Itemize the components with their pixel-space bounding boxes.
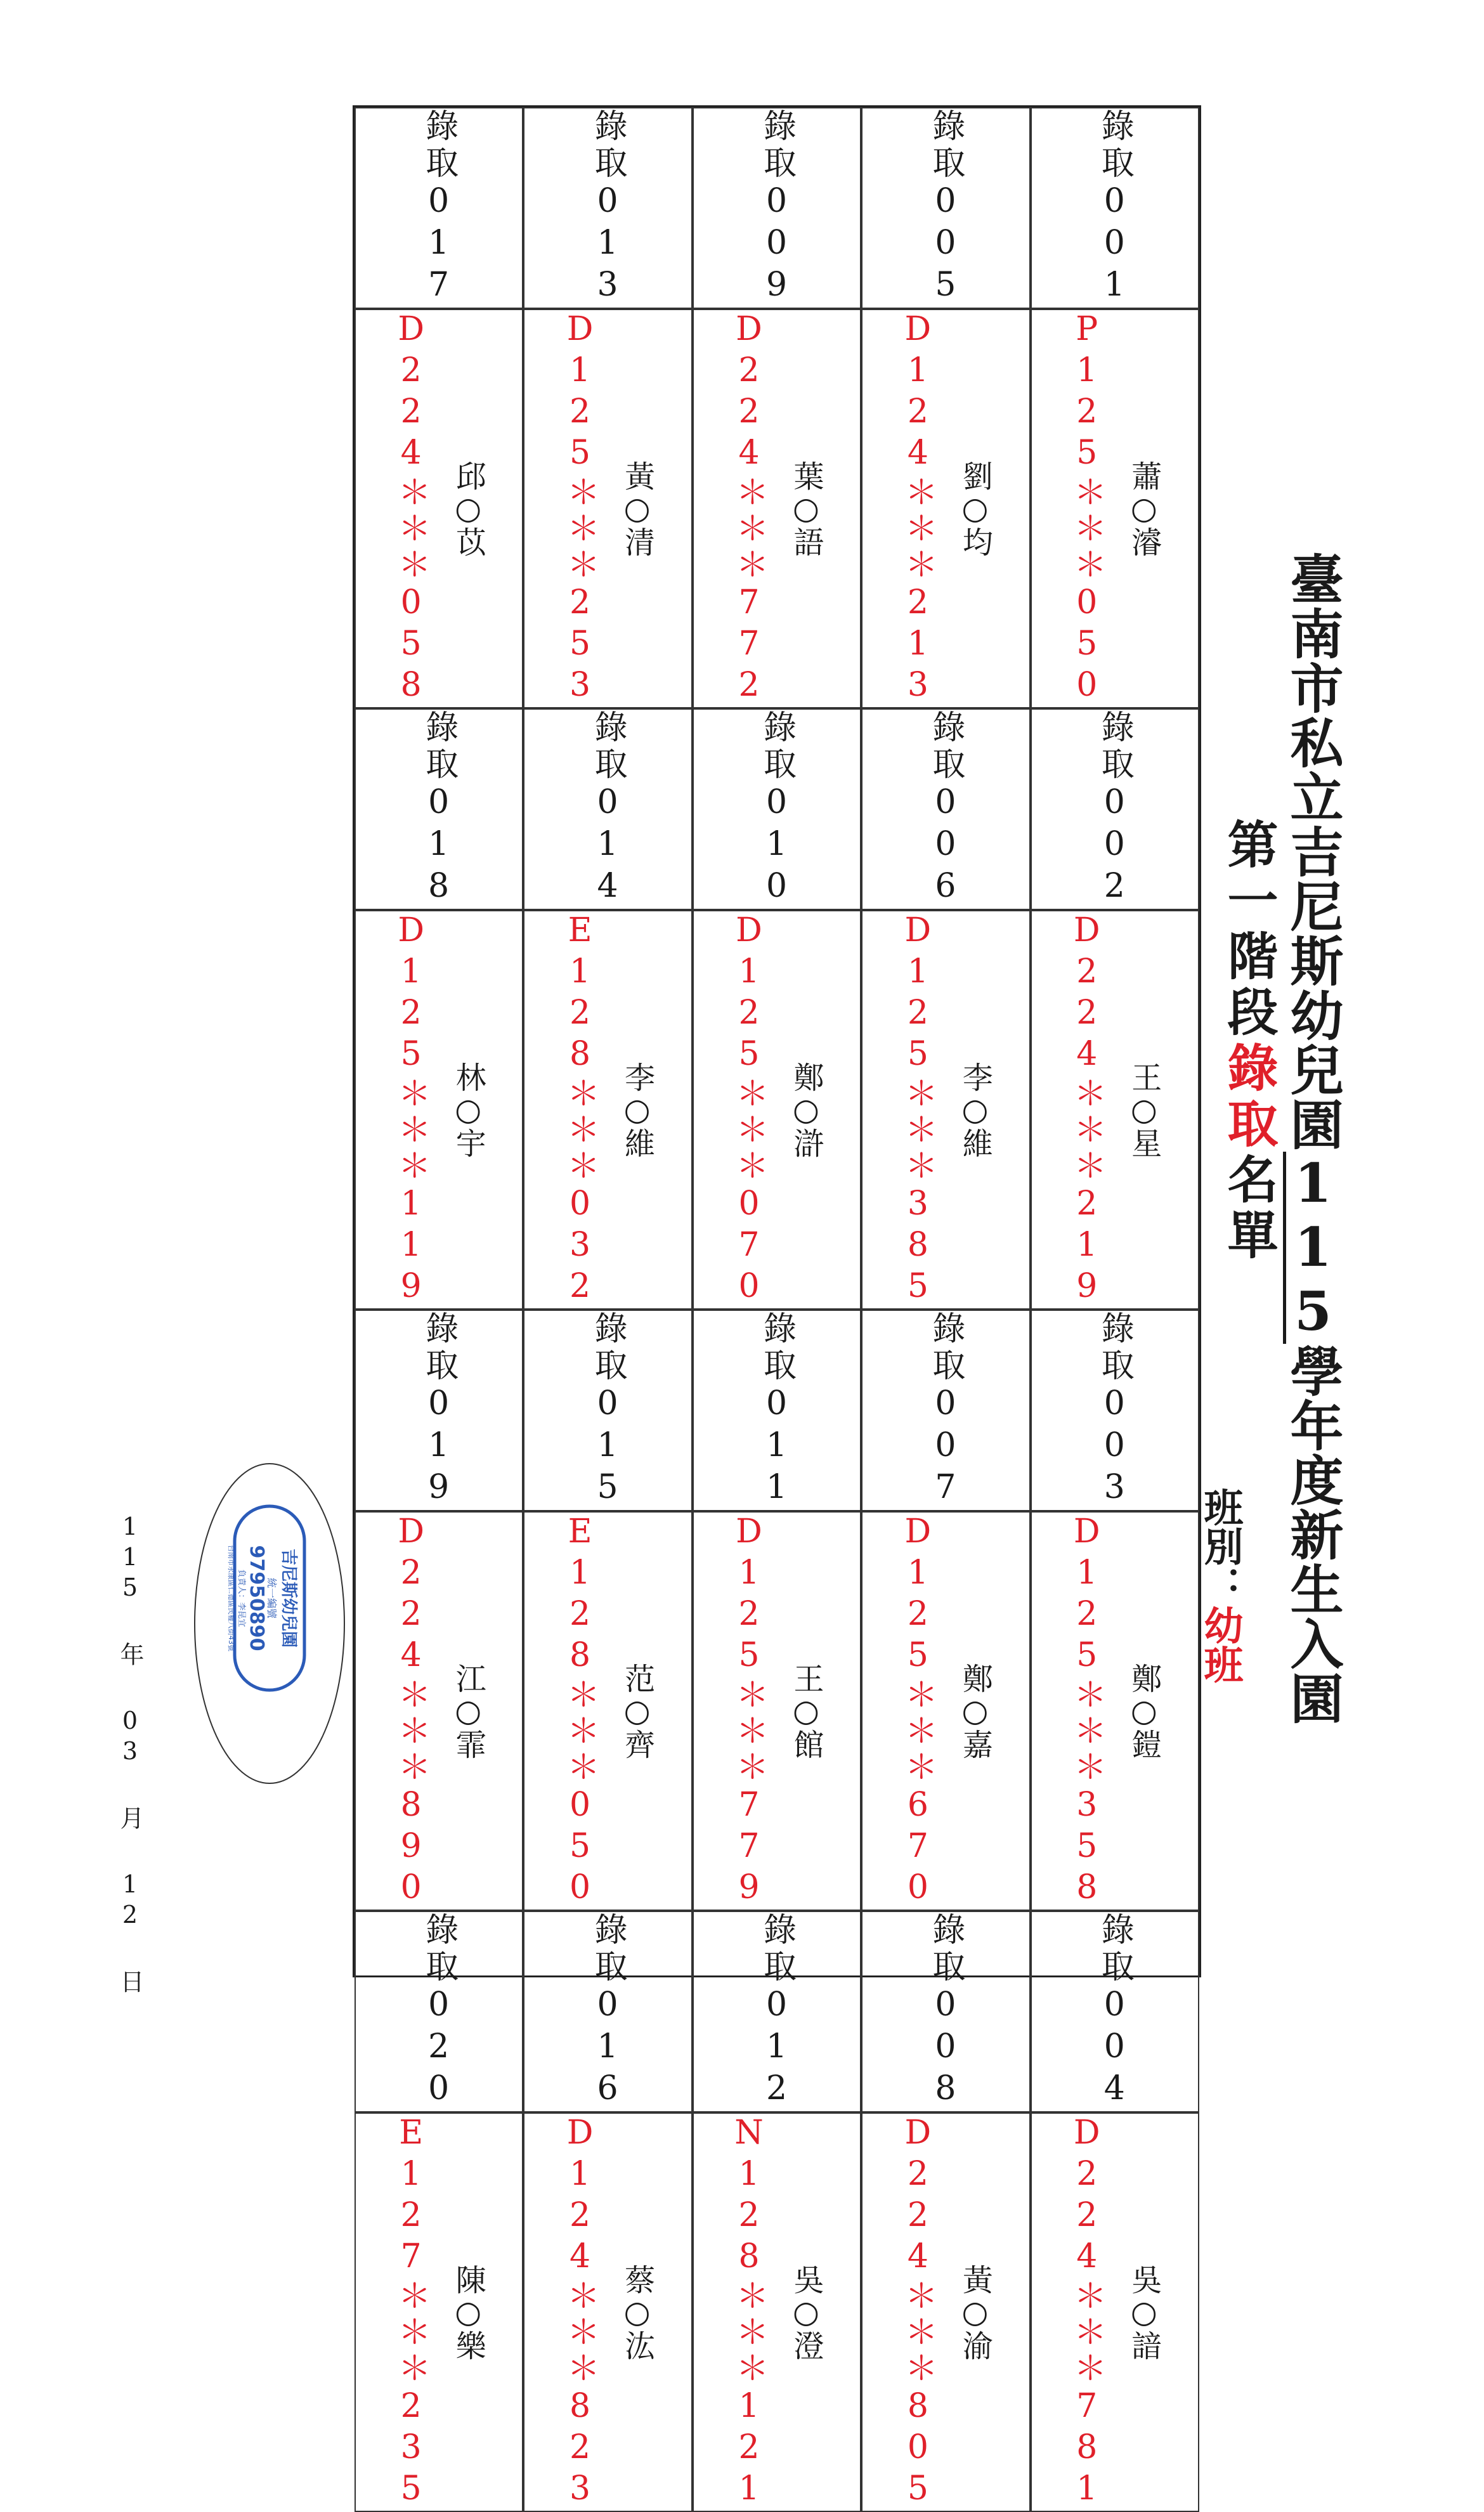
- student-cell: [523, 1511, 692, 1911]
- admission-number: 錄取004: [1095, 1912, 1134, 2111]
- admission-number-cell: [861, 1310, 1030, 1511]
- student-name: 邱○苡: [450, 460, 486, 557]
- student-id: D224＊＊＊772: [729, 310, 768, 707]
- student-id: D125＊＊＊070: [729, 911, 768, 1308]
- admission-number: 錄取002: [1095, 710, 1134, 909]
- student-id: E128＊＊＊050: [561, 1513, 599, 1910]
- admission-number: 錄取010: [757, 710, 796, 909]
- student-id: D224＊＊＊219: [1067, 911, 1106, 1308]
- admission-number-cell: [355, 1911, 523, 2112]
- student-id: D124＊＊＊823: [561, 2114, 599, 2511]
- admission-number: 錄取016: [589, 1912, 627, 2111]
- student-cell: [861, 910, 1030, 1310]
- admission-number: 錄取005: [926, 108, 965, 308]
- student-id: D224＊＊＊781: [1067, 2114, 1106, 2511]
- title-prefix: 臺南市私立吉尼斯幼兒園: [1282, 552, 1344, 1152]
- admission-number: 錄取008: [926, 1912, 965, 2111]
- admission-number: 錄取003: [1095, 1311, 1134, 1510]
- student-id: D125＊＊＊385: [899, 911, 937, 1308]
- student-cell: [693, 1511, 861, 1911]
- student-cell: [861, 309, 1030, 708]
- admission-number-cell: [523, 708, 692, 910]
- student-name: 葉○語: [788, 460, 824, 557]
- seal-outline: [195, 1464, 344, 1783]
- student-id: P125＊＊＊050: [1067, 310, 1106, 707]
- subtitle-prefix: 第一階段: [1219, 818, 1279, 1041]
- student-cell: [1031, 910, 1199, 1310]
- student-cell: [861, 2112, 1030, 2512]
- date-month: 03: [116, 1707, 144, 1767]
- admission-number: 錄取013: [589, 108, 627, 308]
- student-cell: [523, 2112, 692, 2512]
- date-day: 12: [116, 1870, 144, 1931]
- issue-date: [113, 1513, 148, 1996]
- seal-address: 台南市永康區仁德區民權八街43號: [227, 1545, 235, 1651]
- student-id: D125＊＊＊358: [1067, 1513, 1106, 1910]
- admission-number-cell: [693, 107, 861, 309]
- student-id: N128＊＊＊121: [729, 2114, 768, 2511]
- admission-number-cell: [1031, 107, 1199, 309]
- student-id: D224＊＊＊805: [899, 2114, 937, 2511]
- student-name: 劉○均: [957, 460, 993, 557]
- student-cell: [355, 2112, 523, 2512]
- student-cell: [861, 1511, 1030, 1911]
- admission-number-cell: [523, 1911, 692, 2112]
- student-cell: [1031, 1511, 1199, 1911]
- admission-number-cell: [355, 708, 523, 910]
- student-name: 黃○渝: [957, 2264, 993, 2360]
- student-name: 李○維: [957, 1062, 993, 1158]
- student-id: D125＊＊＊779: [729, 1513, 768, 1910]
- admission-number-cell: [861, 708, 1030, 910]
- student-id: E128＊＊＊032: [561, 911, 599, 1308]
- student-name: 范○齊: [619, 1663, 655, 1759]
- student-cell: [693, 309, 861, 708]
- student-name: 鄭○鎧: [1126, 1663, 1162, 1759]
- kindergarten-seal: [190, 1459, 349, 1788]
- student-name: 蔡○汯: [619, 2264, 655, 2360]
- class-label: 班別：: [1197, 1487, 1244, 1605]
- class-value: 幼班: [1197, 1605, 1244, 1684]
- admission-number-cell: [693, 1310, 861, 1511]
- subtitle-suffix: 名單: [1219, 1153, 1279, 1265]
- student-name: 黃○清: [619, 460, 655, 557]
- admission-number: 錄取017: [419, 108, 458, 308]
- student-id: D125＊＊＊253: [561, 310, 599, 707]
- admission-table: [353, 105, 1201, 2511]
- admission-number: 錄取014: [589, 710, 627, 909]
- seal-tax-number: 97950890: [245, 1545, 268, 1651]
- student-cell: [693, 2112, 861, 2512]
- admission-number: 錄取001: [1095, 108, 1134, 308]
- student-cell: [355, 1511, 523, 1911]
- student-name: 王○星: [1126, 1062, 1162, 1158]
- student-name: 吳○澄: [788, 2264, 824, 2360]
- student-name: 李○維: [619, 1062, 655, 1158]
- student-id: D125＊＊＊119: [392, 911, 431, 1308]
- seal-owner: 負責人：李昆宜: [237, 1569, 246, 1627]
- student-cell: [523, 309, 692, 708]
- student-id: D125＊＊＊670: [899, 1513, 937, 1910]
- student-id: D224＊＊＊058: [392, 310, 431, 707]
- seal-tax-label: 統一編號: [266, 1577, 278, 1619]
- student-name: 吳○諳: [1126, 2264, 1162, 2360]
- admission-number: 錄取009: [757, 108, 796, 308]
- admission-number-cell: [355, 1310, 523, 1511]
- student-name: 鄭○嘉: [957, 1663, 993, 1759]
- student-name: 陳○樂: [450, 2264, 486, 2360]
- admission-number-cell: [861, 107, 1030, 309]
- student-name: 鄭○滸: [788, 1062, 824, 1158]
- student-cell: [1031, 2112, 1199, 2512]
- student-name: 蕭○濬: [1126, 460, 1162, 557]
- page-title: [1275, 552, 1351, 1726]
- admission-number: 錄取015: [589, 1311, 627, 1510]
- student-id: D224＊＊＊890: [392, 1513, 431, 1910]
- seal-stamp: [227, 1506, 304, 1690]
- student-name: 江○霏: [450, 1663, 486, 1759]
- admission-number: 錄取007: [926, 1311, 965, 1510]
- student-id: D124＊＊＊213: [899, 310, 937, 707]
- admission-number: 錄取006: [926, 710, 965, 909]
- date-year: 115: [116, 1513, 144, 1604]
- page-subtitle: [1213, 818, 1285, 1265]
- student-name: 王○館: [788, 1663, 824, 1759]
- admission-number: 錄取012: [757, 1912, 796, 2111]
- student-id: E127＊＊＊235: [392, 2114, 431, 2511]
- admission-number-cell: [1031, 1310, 1199, 1511]
- student-name: 林○宇: [450, 1062, 486, 1158]
- student-cell: [523, 910, 692, 1310]
- admission-number: 錄取018: [419, 710, 458, 909]
- admission-number: 錄取019: [419, 1311, 458, 1510]
- admission-number-cell: [1031, 708, 1199, 910]
- title-year: 115: [1282, 1152, 1344, 1344]
- admission-number-cell: [693, 708, 861, 910]
- student-cell: [1031, 309, 1199, 708]
- student-cell: [355, 309, 523, 708]
- admission-number: 錄取011: [757, 1311, 796, 1510]
- date-month-unit: 月: [116, 1806, 144, 1832]
- admission-number: 錄取020: [419, 1912, 458, 2111]
- admission-number-cell: [355, 107, 523, 309]
- student-cell: [355, 910, 523, 1310]
- admission-number-cell: [693, 1911, 861, 2112]
- date-day-unit: 日: [116, 1969, 144, 1996]
- date-year-unit: 年: [116, 1642, 144, 1669]
- seal-name: 吉尼斯幼兒園: [279, 1548, 298, 1648]
- subtitle-highlight: 錄取: [1219, 1041, 1279, 1153]
- admission-number-cell: [1031, 1911, 1199, 2112]
- admission-number-cell: [861, 1911, 1030, 2112]
- student-cell: [693, 910, 861, 1310]
- title-suffix: 學年度新生入園: [1282, 1344, 1344, 1726]
- admission-number-cell: [523, 107, 692, 309]
- admission-number-cell: [523, 1310, 692, 1511]
